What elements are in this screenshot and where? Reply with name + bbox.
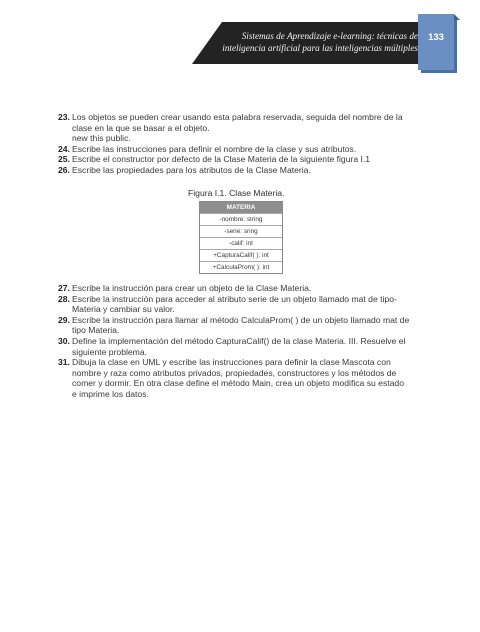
exercise-number: 26. xyxy=(58,164,70,175)
exercise-number: 24. xyxy=(58,143,70,154)
uml-class-name: MATERIA xyxy=(200,202,282,213)
exercise-text: tipo Materia. xyxy=(72,325,120,336)
exercise-text: Escribe la instrucción para acceder al atributo serie de un objeto llamado mat de tipo- xyxy=(72,293,397,304)
exercise-item xyxy=(58,165,424,176)
exercise-text: nombre y raza como atributos privados, propiedades, constructores y los métodos de xyxy=(72,367,397,378)
exercise-number: 23. xyxy=(58,112,70,122)
uml-method: +CapturaCalif( ): int xyxy=(200,249,282,261)
exercise-list-upper xyxy=(58,112,424,176)
exercise-text: comer y dormir. En otra clase define el método Main, crea un objeto modifica su estado xyxy=(72,378,404,389)
exercise-number: 31. xyxy=(58,357,70,368)
uml-attribute: -serie: sring xyxy=(200,225,282,237)
exercise-number: 28. xyxy=(58,293,70,304)
exercise-text: Escribe las instrucciones para definir el nombre de la clase y sus atributos. xyxy=(72,143,357,154)
exercise-text: Los objetos se pueden crear usando esta palabra reservada, seguida del nombre de la xyxy=(72,112,403,122)
exercise-item xyxy=(58,154,424,165)
exercise-item xyxy=(58,294,424,315)
exercise-number: 25. xyxy=(58,154,70,165)
uml-method: +CalculaProm( ): int xyxy=(200,261,282,273)
exercise-number: 27. xyxy=(58,283,70,293)
exercise-list-lower xyxy=(58,283,424,400)
exercise-item xyxy=(58,283,424,294)
exercise-text: Materia y cambiar su valor. xyxy=(72,304,175,315)
exercise-text: Escribe la instrucción para crear un objeto de la Clase Materia. xyxy=(72,283,312,293)
exercise-text: Escribe el constructor por defecto de la Clase Materia de la siguiente figura I.1 xyxy=(72,154,371,165)
exercise-text: Dibuja la clase en UML y escribe las instrucciones para definir la clase Mascota con xyxy=(72,357,391,368)
page-tab-fold xyxy=(454,14,460,20)
uml-attribute: -nombre: string xyxy=(200,213,282,225)
running-header-line-2: inteligencia artificial para las inteligencias múltiples xyxy=(222,43,418,53)
uml-class-diagram xyxy=(199,201,283,274)
exercise-text: siguiente problema. xyxy=(72,346,148,357)
running-header-line-1: Sistemas de Aprendizaje e-learning: técnicas de xyxy=(241,31,418,41)
page-number: 133 xyxy=(428,32,444,43)
exercise-item xyxy=(58,357,424,399)
exercise-number: 30. xyxy=(58,335,70,346)
exercise-item xyxy=(58,336,424,357)
exercise-item xyxy=(58,315,424,336)
exercise-text: Define la implementación del método CapturaCalif() de la clase Materia. III. Resuelve el xyxy=(72,335,406,346)
exercise-item xyxy=(58,144,424,155)
exercise-number: 29. xyxy=(58,314,70,325)
exercise-text: Escribe las propiedades para los atributos de la Clase Materia. xyxy=(72,164,311,175)
figure-caption: Figura I.1. Clase Materia. xyxy=(188,188,285,198)
running-header xyxy=(206,30,418,54)
exercise-text: Escribe la instrucción para llamar al método CalculaProm( ) de un objeto llamado mat de xyxy=(72,314,410,325)
exercise-text: e imprime los datos. xyxy=(72,388,149,399)
exercise-text: clase en la que se basar a el objeto. xyxy=(72,122,210,133)
uml-attribute: -calif: int xyxy=(200,237,282,249)
exercise-text: new this public. xyxy=(72,133,131,144)
exercise-item xyxy=(58,112,424,144)
